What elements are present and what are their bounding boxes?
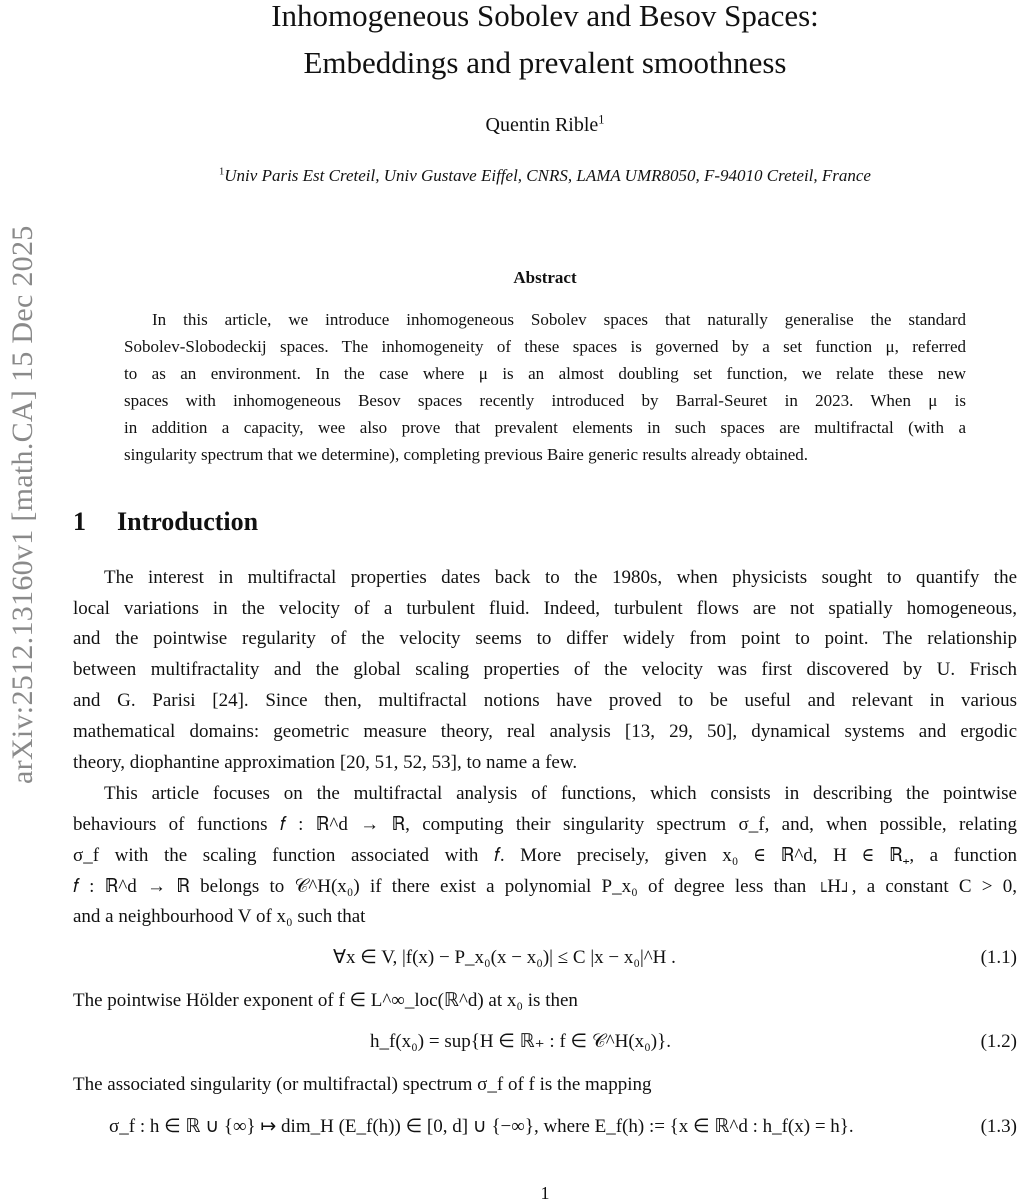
abstract-line: In this article, we introduce inhomogeneous Sobolev spaces that naturally generalise the standard bbox=[152, 310, 966, 329]
affiliation bbox=[0, 166, 1017, 186]
body-line: between multifractality and the global scaling properties of the velocity was first discovered by U. Frisch bbox=[73, 659, 1017, 680]
equation-1-1: ∀x ∈ V, |f(x) − P_x₀(x − x₀)| ≤ C |x − x₀|^H . bbox=[333, 947, 676, 968]
equation-1-2: h_f(x₀) = sup{H ∈ ℝ₊ : f ∈ 𝒞^H(x₀)}. bbox=[370, 1031, 671, 1052]
body-line: The pointwise Hölder exponent of f ∈ L^∞_loc(ℝ^d) at x₀ is then bbox=[73, 990, 578, 1011]
body-line: and a neighbourhood V of x₀ such that bbox=[73, 906, 366, 927]
abstract-heading: Abstract bbox=[513, 268, 577, 287]
abstract-line: to as an environment. In the case where μ is an almost doubling set function, we relate these new bbox=[124, 364, 966, 383]
section-number: 1 bbox=[73, 507, 86, 536]
body-line: and G. Parisi [24]. Since then, multifractal notions have proved to be useful and relevant in various bbox=[73, 690, 1017, 711]
page-number: 1 bbox=[540, 1183, 550, 1203]
abstract-line: singularity spectrum that we determine), completing previous Baire generic results already obtained. bbox=[124, 445, 809, 464]
author bbox=[0, 114, 1017, 137]
body-line: local variations in the velocity of a turbulent fluid. Indeed, turbulent flows are not spatially homogeneous, bbox=[73, 598, 1017, 619]
body-line: and the pointwise regularity of the velocity seems to differ widely from point to point. The relationship bbox=[73, 628, 1017, 649]
body-line: 𝑓 : ℝ^d → ℝ belongs to 𝒞^H(x₀) if there exist a polynomial P_x₀ of degree less than ⌊H⌋, a constant C > 0, bbox=[73, 876, 1017, 897]
author-affiliation-mark: 1 bbox=[598, 112, 605, 127]
equation-1-3-label: (1.3) bbox=[980, 1116, 1017, 1137]
body-line: σ_f with the scaling function associated with 𝑓. More precisely, given x₀ ∈ ℝ^d, H ∈ ℝ₊, a function bbox=[73, 845, 1017, 866]
section-heading bbox=[73, 507, 258, 537]
body-line: mathematical domains: geometric measure theory, real analysis [13, 29, 50], dynamical systems and ergodic bbox=[73, 721, 1017, 742]
body-line: The interest in multifractal properties dates back to the 1980s, when physicists sought to quantify the bbox=[104, 567, 1017, 588]
equation-1-3: σ_f : h ∈ ℝ ∪ {∞} ↦ dim_H (E_f(h)) ∈ [0, d] ∪ {−∞}, where E_f(h) := {x ∈ ℝ^d : h_f(x) = h}. bbox=[109, 1116, 854, 1137]
abstract-line: spaces with inhomogeneous Besov spaces recently introduced by Barral-Seuret in 2023. When μ is bbox=[124, 391, 966, 410]
abstract-line: in addition a capacity, wee also prove that prevalent elements in such spaces are multifractal (with a bbox=[124, 418, 966, 437]
author-name: Quentin Rible bbox=[485, 114, 599, 136]
body-line: This article focuses on the multifractal analysis of functions, which consists in describing the pointwise bbox=[104, 783, 1017, 804]
arxiv-identifier: arXiv:2512.13160v1 [math.CA] 15 Dec 2025 bbox=[6, 225, 39, 785]
body-line: The associated singularity (or multifractal) spectrum σ_f of f is the mapping bbox=[73, 1074, 652, 1095]
equation-1-2-label: (1.2) bbox=[980, 1031, 1017, 1052]
abstract-line: Sobolev-Slobodeckij spaces. The inhomogeneity of these spaces is governed by a set function μ, referred bbox=[124, 337, 966, 356]
body-line: theory, diophantine approximation [20, 51, 52, 53], to name a few. bbox=[73, 752, 578, 773]
affiliation-mark: 1 bbox=[219, 166, 225, 178]
section-title: Introduction bbox=[117, 507, 259, 536]
affiliation-text: Univ Paris Est Creteil, Univ Gustave Eiffel, CNRS, LAMA UMR8050, F-94010 Creteil, France bbox=[224, 166, 871, 185]
body-line: behaviours of functions 𝑓 : ℝ^d → ℝ, computing their singularity spectrum σ_f, and, when possible, relating bbox=[73, 814, 1017, 835]
paper-title-line-2: Embeddings and prevalent smoothness bbox=[303, 45, 787, 80]
equation-1-1-label: (1.1) bbox=[980, 947, 1017, 968]
paper-title-line-1: Inhomogeneous Sobolev and Besov Spaces: bbox=[271, 0, 819, 33]
